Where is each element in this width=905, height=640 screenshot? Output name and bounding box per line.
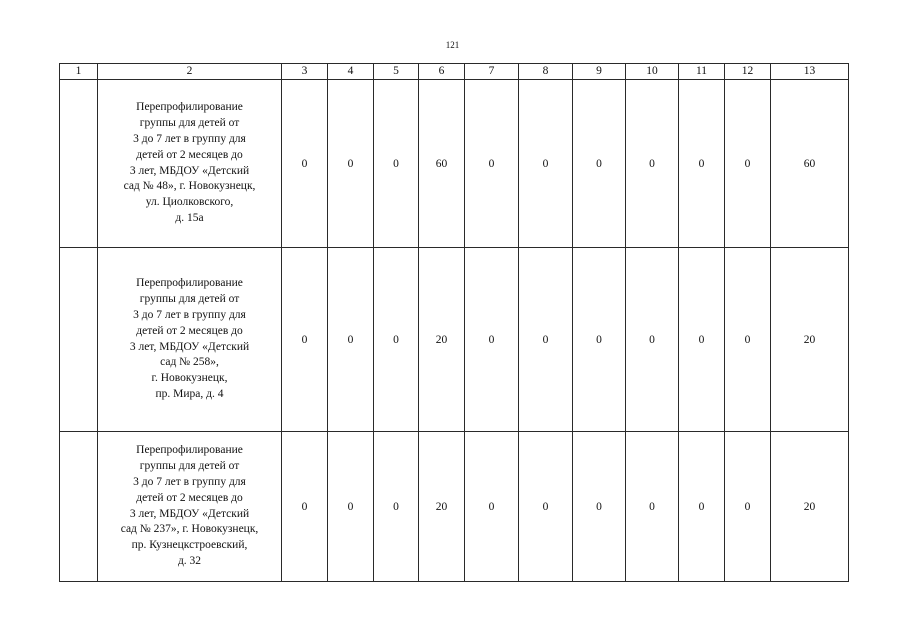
project-description-cell [98,80,282,248]
value-cell: 0 [626,248,679,432]
description-line: д. 15а [175,211,204,224]
value-cell: 0 [679,80,725,248]
value-cell: 0 [282,248,328,432]
description-line: 3 до 7 лет в группу для [133,308,246,321]
value-cell: 0 [374,80,419,248]
table-row [60,432,849,582]
value-cell: 0 [573,80,626,248]
value-cell: 0 [519,80,573,248]
project-description-cell [98,432,282,582]
value-cell: 0 [573,248,626,432]
column-header: 2 [98,64,282,80]
value-cell: 0 [374,248,419,432]
total-cell: 20 [771,248,849,432]
value-cell: 0 [725,80,771,248]
column-header: 7 [465,64,519,80]
column-header: 1 [60,64,98,80]
description-line: пр. Кузнецкстроевский, [131,539,248,552]
table-header-row [60,64,849,80]
table-row [60,80,849,248]
data-table [59,63,849,582]
value-cell: 0 [465,432,519,582]
description-line: группы для детей от [139,293,240,306]
description-line: пр. Мира, д. 4 [155,387,224,400]
column-header: 8 [519,64,573,80]
value-cell: 0 [519,248,573,432]
column-header: 3 [282,64,328,80]
description-line: группы для детей от [139,460,240,473]
column-header: 4 [328,64,374,80]
value-cell: 0 [679,432,725,582]
description-line: Перепрофилирование [136,101,243,114]
value-cell: 0 [465,248,519,432]
column-header: 5 [374,64,419,80]
value-cell: 0 [626,432,679,582]
description-line: детей от 2 месяцев до [136,148,243,161]
column-header: 12 [725,64,771,80]
value-cell: 0 [328,432,374,582]
column-header: 13 [771,64,849,80]
description-line: 3 до 7 лет в группу для [133,132,246,145]
value-cell: 0 [626,80,679,248]
value-cell: 0 [328,80,374,248]
description-line: детей от 2 месяцев до [136,491,243,504]
description-line: Перепрофилирование [136,444,243,457]
column-header: 11 [679,64,725,80]
description-line: 3 лет, МБДОУ «Детский [129,507,250,520]
value-cell: 0 [282,432,328,582]
value-cell: 0 [374,432,419,582]
project-description-cell [98,248,282,432]
value-cell: 0 [725,248,771,432]
description-line: сад № 48», г. Новокузнецк, [123,180,256,193]
description-line: г. Новокузнецк, [151,372,228,385]
value-cell: 0 [465,80,519,248]
description-line: ул. Циолковского, [145,196,234,209]
description-line: детей от 2 месяцев до [136,324,243,337]
value-cell: 0 [573,432,626,582]
value-cell: 60 [419,80,465,248]
page-number: 121 [445,40,460,50]
total-cell: 60 [771,80,849,248]
value-cell: 20 [419,432,465,582]
description-line: д. 32 [177,554,202,567]
column-header: 6 [419,64,465,80]
value-cell: 0 [328,248,374,432]
value-cell: 0 [679,248,725,432]
value-cell: 0 [282,80,328,248]
description-line: 3 до 7 лет в группу для [133,475,246,488]
column-header: 10 [626,64,679,80]
description-line: 3 лет, МБДОУ «Детский [129,340,250,353]
description-line: группы для детей от [139,117,240,130]
value-cell: 0 [519,432,573,582]
column-header: 9 [573,64,626,80]
description-line: 3 лет, МБДОУ «Детский [129,164,250,177]
description-line: Перепрофилирование [136,277,243,290]
total-cell: 20 [771,432,849,582]
row-index-cell [60,248,98,432]
value-cell: 20 [419,248,465,432]
row-index-cell [60,80,98,248]
description-line: сад № 258», [160,356,219,369]
description-line: сад № 237», г. Новокузнецк, [120,523,259,536]
value-cell: 0 [725,432,771,582]
table-row [60,248,849,432]
row-index-cell [60,432,98,582]
